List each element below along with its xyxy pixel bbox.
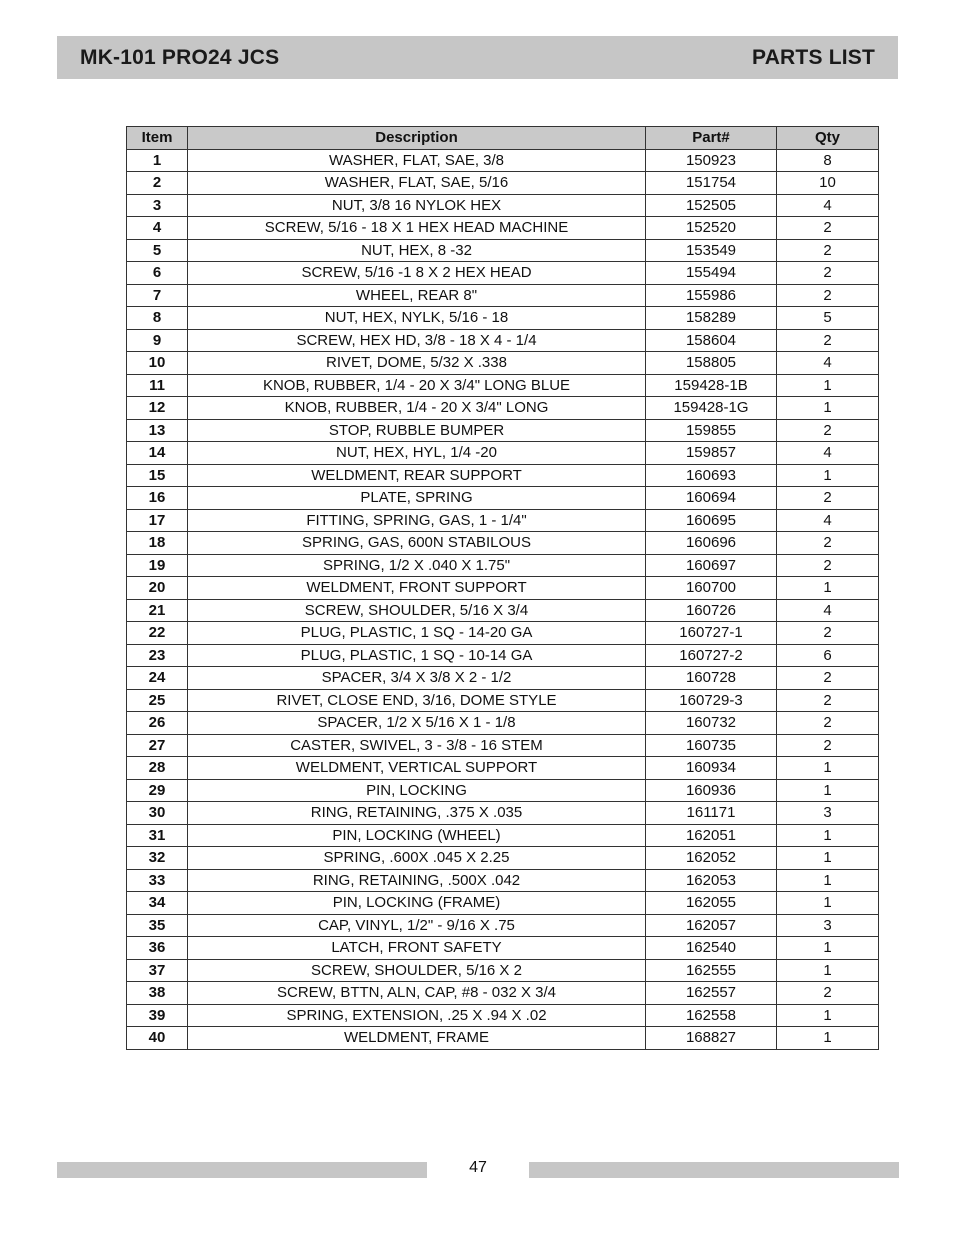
- description-cell: WHEEL, REAR 8": [188, 284, 646, 307]
- table-header-row: [127, 127, 879, 150]
- description-cell: SPACER, 3/4 X 3/8 X 2 - 1/2: [188, 667, 646, 690]
- item-cell: 18: [127, 532, 188, 555]
- part-number-cell: 160726: [646, 599, 777, 622]
- part-number-cell: 150923: [646, 149, 777, 172]
- description-cell: FITTING, SPRING, GAS, 1 - 1/4": [188, 509, 646, 532]
- qty-cell: 3: [777, 914, 879, 937]
- item-cell: 39: [127, 1004, 188, 1027]
- item-cell: 13: [127, 419, 188, 442]
- qty-cell: 1: [777, 847, 879, 870]
- description-cell: CASTER, SWIVEL, 3 - 3/8 - 16 STEM: [188, 734, 646, 757]
- item-cell: 37: [127, 959, 188, 982]
- description-cell: PLUG, PLASTIC, 1 SQ - 10-14 GA: [188, 644, 646, 667]
- part-number-cell: 162051: [646, 824, 777, 847]
- description-cell: SCREW, 5/16 - 18 X 1 HEX HEAD MACHINE: [188, 217, 646, 240]
- table-row: [127, 959, 879, 982]
- table-row: [127, 397, 879, 420]
- qty-cell: 1: [777, 397, 879, 420]
- part-number-cell: 152505: [646, 194, 777, 217]
- part-number-cell: 160700: [646, 577, 777, 600]
- qty-cell: 4: [777, 442, 879, 465]
- part-number-cell: 159428-1B: [646, 374, 777, 397]
- item-cell: 22: [127, 622, 188, 645]
- item-cell: 35: [127, 914, 188, 937]
- part-number-cell: 160697: [646, 554, 777, 577]
- description-cell: LATCH, FRONT SAFETY: [188, 937, 646, 960]
- description-cell: WASHER, FLAT, SAE, 5/16: [188, 172, 646, 195]
- table-row: [127, 982, 879, 1005]
- table-row: [127, 217, 879, 240]
- table-row: [127, 419, 879, 442]
- qty-cell: 3: [777, 802, 879, 825]
- item-cell: 9: [127, 329, 188, 352]
- qty-cell: 4: [777, 352, 879, 375]
- table-row: [127, 757, 879, 780]
- item-cell: 25: [127, 689, 188, 712]
- part-number-cell: 162540: [646, 937, 777, 960]
- footer-bar-left: [57, 1162, 427, 1178]
- parts-table-body: [127, 149, 879, 1049]
- table-row: [127, 914, 879, 937]
- table-row: [127, 149, 879, 172]
- description-cell: RIVET, DOME, 5/32 X .338: [188, 352, 646, 375]
- item-cell: 24: [127, 667, 188, 690]
- column-header-description: Description: [188, 127, 646, 150]
- description-cell: WELDMENT, VERTICAL SUPPORT: [188, 757, 646, 780]
- description-cell: WELDMENT, FRONT SUPPORT: [188, 577, 646, 600]
- qty-cell: 2: [777, 667, 879, 690]
- qty-cell: 2: [777, 419, 879, 442]
- item-cell: 4: [127, 217, 188, 240]
- description-cell: PIN, LOCKING: [188, 779, 646, 802]
- table-row: [127, 644, 879, 667]
- description-cell: WELDMENT, FRAME: [188, 1027, 646, 1050]
- item-cell: 10: [127, 352, 188, 375]
- part-number-cell: 152520: [646, 217, 777, 240]
- part-number-cell: 160727-2: [646, 644, 777, 667]
- qty-cell: 10: [777, 172, 879, 195]
- part-number-cell: 160729-3: [646, 689, 777, 712]
- part-number-cell: 155494: [646, 262, 777, 285]
- table-row: [127, 599, 879, 622]
- qty-cell: 2: [777, 239, 879, 262]
- table-row: [127, 824, 879, 847]
- column-header-item: Item: [127, 127, 188, 150]
- qty-cell: 1: [777, 1027, 879, 1050]
- description-cell: PLATE, SPRING: [188, 487, 646, 510]
- qty-cell: 4: [777, 194, 879, 217]
- part-number-cell: 158289: [646, 307, 777, 330]
- table-row: [127, 1027, 879, 1050]
- qty-cell: 2: [777, 262, 879, 285]
- qty-cell: 8: [777, 149, 879, 172]
- part-number-cell: 159857: [646, 442, 777, 465]
- item-cell: 16: [127, 487, 188, 510]
- table-row: [127, 1004, 879, 1027]
- part-number-cell: 160695: [646, 509, 777, 532]
- description-cell: SCREW, BTTN, ALN, CAP, #8 - 032 X 3/4: [188, 982, 646, 1005]
- table-row: [127, 352, 879, 375]
- description-cell: SCREW, SHOULDER, 5/16 X 3/4: [188, 599, 646, 622]
- table-row: [127, 667, 879, 690]
- item-cell: 23: [127, 644, 188, 667]
- part-number-cell: 158604: [646, 329, 777, 352]
- description-cell: RIVET, CLOSE END, 3/16, DOME STYLE: [188, 689, 646, 712]
- item-cell: 1: [127, 149, 188, 172]
- part-number-cell: 162052: [646, 847, 777, 870]
- item-cell: 7: [127, 284, 188, 307]
- item-cell: 31: [127, 824, 188, 847]
- part-number-cell: 162557: [646, 982, 777, 1005]
- part-number-cell: 160694: [646, 487, 777, 510]
- item-cell: 21: [127, 599, 188, 622]
- part-number-cell: 155986: [646, 284, 777, 307]
- table-row: [127, 577, 879, 600]
- item-cell: 32: [127, 847, 188, 870]
- part-number-cell: 161171: [646, 802, 777, 825]
- part-number-cell: 159428-1G: [646, 397, 777, 420]
- qty-cell: 1: [777, 779, 879, 802]
- qty-cell: 1: [777, 959, 879, 982]
- table-row: [127, 532, 879, 555]
- qty-cell: 1: [777, 757, 879, 780]
- footer-bar-right: [529, 1162, 899, 1178]
- table-row: [127, 442, 879, 465]
- description-cell: PIN, LOCKING (FRAME): [188, 892, 646, 915]
- item-cell: 40: [127, 1027, 188, 1050]
- table-row: [127, 307, 879, 330]
- item-cell: 19: [127, 554, 188, 577]
- table-row: [127, 734, 879, 757]
- table-row: [127, 779, 879, 802]
- qty-cell: 2: [777, 734, 879, 757]
- table-row: [127, 262, 879, 285]
- item-cell: 12: [127, 397, 188, 420]
- part-number-cell: 160693: [646, 464, 777, 487]
- table-row: [127, 892, 879, 915]
- table-row: [127, 194, 879, 217]
- table-row: [127, 374, 879, 397]
- item-cell: 5: [127, 239, 188, 262]
- description-cell: NUT, HEX, HYL, 1/4 -20: [188, 442, 646, 465]
- table-row: [127, 937, 879, 960]
- column-header-part-number: Part#: [646, 127, 777, 150]
- qty-cell: 2: [777, 982, 879, 1005]
- part-number-cell: 162057: [646, 914, 777, 937]
- qty-cell: 4: [777, 509, 879, 532]
- part-number-cell: 160696: [646, 532, 777, 555]
- part-number-cell: 162053: [646, 869, 777, 892]
- description-cell: SCREW, 5/16 -1 8 X 2 HEX HEAD: [188, 262, 646, 285]
- part-number-cell: 160727-1: [646, 622, 777, 645]
- table-row: [127, 464, 879, 487]
- item-cell: 11: [127, 374, 188, 397]
- table-row: [127, 487, 879, 510]
- item-cell: 20: [127, 577, 188, 600]
- part-number-cell: 160732: [646, 712, 777, 735]
- part-number-cell: 162558: [646, 1004, 777, 1027]
- qty-cell: 4: [777, 599, 879, 622]
- qty-cell: 2: [777, 217, 879, 240]
- description-cell: NUT, 3/8 16 NYLOK HEX: [188, 194, 646, 217]
- item-cell: 17: [127, 509, 188, 532]
- description-cell: NUT, HEX, NYLK, 5/16 - 18: [188, 307, 646, 330]
- table-row: [127, 622, 879, 645]
- item-cell: 3: [127, 194, 188, 217]
- page-number: 47: [469, 1159, 487, 1176]
- description-cell: SCREW, HEX HD, 3/8 - 18 X 4 - 1/4: [188, 329, 646, 352]
- item-cell: 36: [127, 937, 188, 960]
- qty-cell: 1: [777, 577, 879, 600]
- item-cell: 15: [127, 464, 188, 487]
- qty-cell: 2: [777, 532, 879, 555]
- part-number-cell: 168827: [646, 1027, 777, 1050]
- table-row: [127, 509, 879, 532]
- description-cell: CAP, VINYL, 1/2" - 9/16 X .75: [188, 914, 646, 937]
- qty-cell: 1: [777, 1004, 879, 1027]
- table-row: [127, 284, 879, 307]
- description-cell: KNOB, RUBBER, 1/4 - 20 X 3/4" LONG: [188, 397, 646, 420]
- item-cell: 27: [127, 734, 188, 757]
- part-number-cell: 162555: [646, 959, 777, 982]
- qty-cell: 1: [777, 374, 879, 397]
- page-header: [57, 36, 898, 79]
- item-cell: 26: [127, 712, 188, 735]
- table-row: [127, 172, 879, 195]
- description-cell: SPRING, .600X .045 X 2.25: [188, 847, 646, 870]
- item-cell: 6: [127, 262, 188, 285]
- description-cell: WASHER, FLAT, SAE, 3/8: [188, 149, 646, 172]
- parts-table: [126, 126, 879, 1050]
- part-number-cell: 151754: [646, 172, 777, 195]
- part-number-cell: 160728: [646, 667, 777, 690]
- description-cell: RING, RETAINING, .500X .042: [188, 869, 646, 892]
- table-row: [127, 239, 879, 262]
- qty-cell: 1: [777, 824, 879, 847]
- item-cell: 2: [127, 172, 188, 195]
- part-number-cell: 159855: [646, 419, 777, 442]
- item-cell: 28: [127, 757, 188, 780]
- qty-cell: 6: [777, 644, 879, 667]
- part-number-cell: 160735: [646, 734, 777, 757]
- item-cell: 14: [127, 442, 188, 465]
- qty-cell: 1: [777, 937, 879, 960]
- table-row: [127, 329, 879, 352]
- qty-cell: 2: [777, 554, 879, 577]
- section-title: PARTS LIST: [752, 45, 875, 69]
- table-row: [127, 689, 879, 712]
- qty-cell: 2: [777, 329, 879, 352]
- item-cell: 8: [127, 307, 188, 330]
- description-cell: STOP, RUBBLE BUMPER: [188, 419, 646, 442]
- part-number-cell: 160934: [646, 757, 777, 780]
- part-number-cell: 160936: [646, 779, 777, 802]
- qty-cell: 2: [777, 284, 879, 307]
- table-row: [127, 847, 879, 870]
- model-title: MK-101 PRO24 JCS: [80, 45, 280, 69]
- table-row: [127, 712, 879, 735]
- qty-cell: 5: [777, 307, 879, 330]
- description-cell: KNOB, RUBBER, 1/4 - 20 X 3/4" LONG BLUE: [188, 374, 646, 397]
- qty-cell: 2: [777, 622, 879, 645]
- description-cell: SPRING, GAS, 600N STABILOUS: [188, 532, 646, 555]
- description-cell: PIN, LOCKING (WHEEL): [188, 824, 646, 847]
- description-cell: SCREW, SHOULDER, 5/16 X 2: [188, 959, 646, 982]
- description-cell: SPRING, EXTENSION, .25 X .94 X .02: [188, 1004, 646, 1027]
- part-number-cell: 158805: [646, 352, 777, 375]
- column-header-qty: Qty: [777, 127, 879, 150]
- description-cell: NUT, HEX, 8 -32: [188, 239, 646, 262]
- qty-cell: 1: [777, 869, 879, 892]
- description-cell: PLUG, PLASTIC, 1 SQ - 14-20 GA: [188, 622, 646, 645]
- table-row: [127, 554, 879, 577]
- qty-cell: 1: [777, 464, 879, 487]
- part-number-cell: 153549: [646, 239, 777, 262]
- description-cell: RING, RETAINING, .375 X .035: [188, 802, 646, 825]
- table-row: [127, 802, 879, 825]
- qty-cell: 2: [777, 689, 879, 712]
- description-cell: SPRING, 1/2 X .040 X 1.75": [188, 554, 646, 577]
- item-cell: 33: [127, 869, 188, 892]
- item-cell: 30: [127, 802, 188, 825]
- item-cell: 38: [127, 982, 188, 1005]
- qty-cell: 1: [777, 892, 879, 915]
- qty-cell: 2: [777, 487, 879, 510]
- item-cell: 29: [127, 779, 188, 802]
- qty-cell: 2: [777, 712, 879, 735]
- table-row: [127, 869, 879, 892]
- description-cell: SPACER, 1/2 X 5/16 X 1 - 1/8: [188, 712, 646, 735]
- description-cell: WELDMENT, REAR SUPPORT: [188, 464, 646, 487]
- item-cell: 34: [127, 892, 188, 915]
- part-number-cell: 162055: [646, 892, 777, 915]
